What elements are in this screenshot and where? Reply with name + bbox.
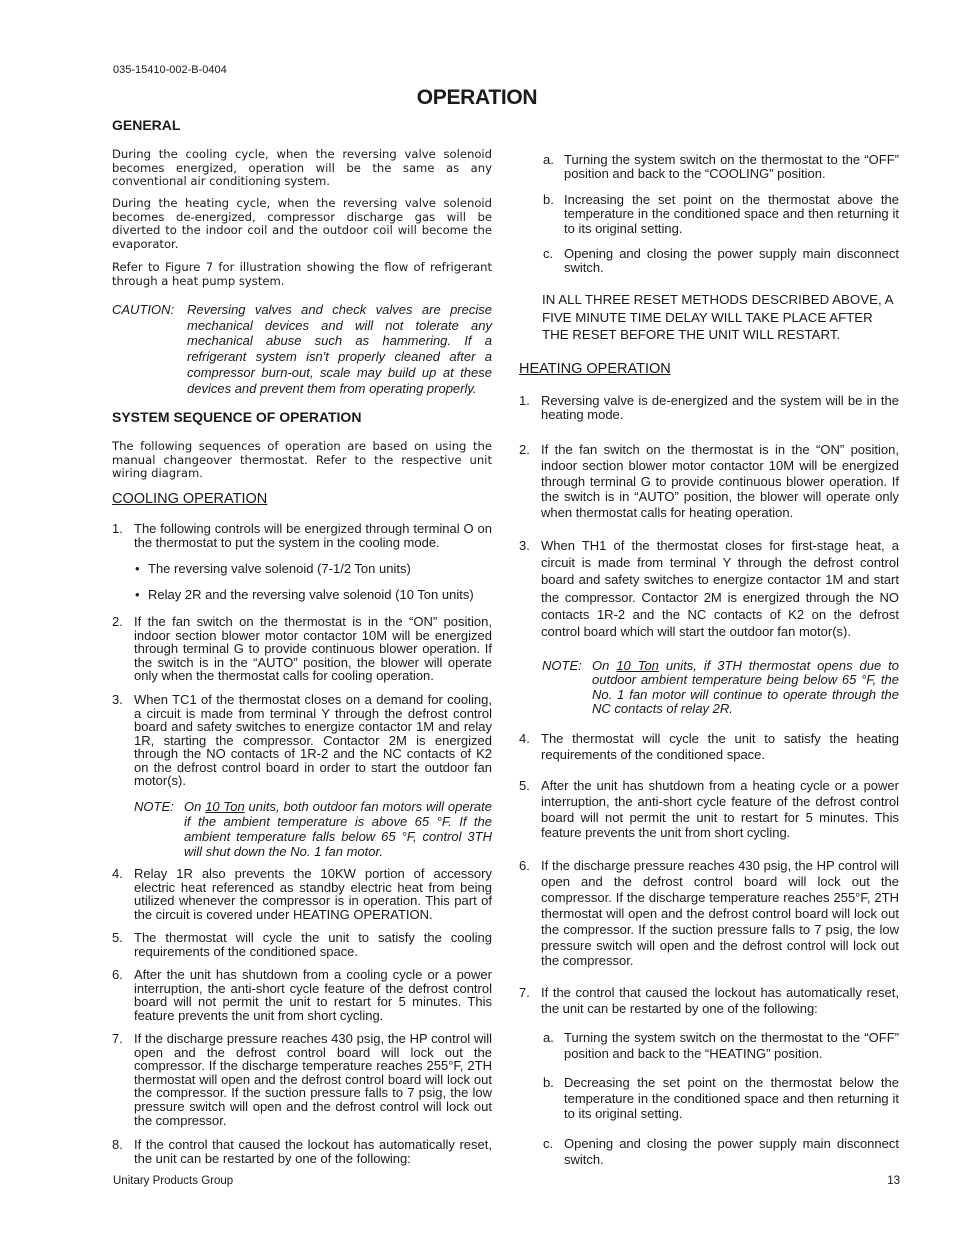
item-number: 1. (112, 521, 123, 536)
item-letter: a. (543, 1030, 554, 1045)
cooling-bullet-2 (112, 588, 492, 602)
item-number: 3. (112, 692, 123, 707)
heating-item-3 (519, 537, 899, 640)
cooling-reset-c (519, 247, 899, 276)
heating-item-5 (519, 778, 899, 841)
item-number: 5. (112, 930, 123, 945)
cooling-item-1 (112, 522, 492, 551)
item-number: 5. (519, 778, 530, 793)
page-number: 13 (887, 1175, 900, 1187)
item-number: 1. (519, 393, 530, 408)
item-text: Turning the system switch on the thermostat to the “OFF” position and back to the “COOLING” position. (564, 152, 899, 182)
item-letter: b. (543, 192, 554, 207)
item-number: 4. (112, 866, 123, 881)
footer-company: Unitary Products Group (113, 1175, 234, 1187)
bullet-icon: • (135, 587, 140, 602)
item-number: 8. (112, 1137, 123, 1152)
item-number: 2. (112, 614, 123, 629)
heating-note (519, 659, 899, 717)
general-paragraph-2: During the heating cycle, when the reversing valve solenoid becomes de-energized, compressor discharge gas will be diverted to the indoor coil and the outdoor coil will become the evaporator. (112, 196, 492, 251)
doc-number: 035-15410-002-B-0404 (113, 64, 227, 76)
note-text-post: units, both outdoor fan motors will operate if the ambient temperature is above 65 °F. If the ambient temperature falls below 65 °F, control 3TH will shut down the No. 1 fan motor. (184, 799, 492, 859)
heating-reset-a (519, 1030, 899, 1061)
note-text-post: units, if 3TH thermostat opens due to outdoor ambient temperature being below 65 °F, the No. 1 fan motor will continue to operate through the NC contacts of relay 2R. (592, 658, 899, 717)
item-number: 6. (112, 967, 123, 982)
item-text: When TC1 of the thermostat closes on a demand for cooling, a circuit is made from terminal Y through the defrost control board and safety switches to energize contactor 1M and relay 1R, starting the compressor. Contactor 2M is energized through the NO contacts of 1R-2 and the NC contacts of K2 on the defrost control board in order to start the outdoor fan motor(s). (134, 692, 492, 788)
note-text-underline: 10 Ton (616, 658, 659, 673)
cooling-reset-b (519, 193, 899, 236)
heating-item-7 (519, 985, 899, 1016)
general-paragraph-1: During the cooling cycle, when the reversing valve solenoid becomes energized, operation will be the same as any conventional air conditioning system. (112, 147, 492, 189)
bullet-text: Relay 2R and the reversing valve solenoid (10 Ton units) (148, 587, 474, 602)
cooling-item-3 (112, 693, 492, 788)
cooling-item-4 (112, 867, 492, 921)
item-text: The thermostat will cycle the unit to satisfy the heating requirements of the conditioned space. (541, 731, 899, 762)
general-heading: GENERAL (112, 117, 181, 133)
item-text: After the unit has shutdown from a heating cycle or a power interruption, the anti-short cycle feature of the defrost control board will not permit the unit to restart for 5 minutes. This feature prevents the unit from short cycling. (541, 778, 899, 841)
cooling-item-7 (112, 1032, 492, 1127)
note-label: NOTE: (134, 799, 174, 814)
caution-block (112, 302, 492, 396)
note-text (592, 659, 899, 717)
item-text: If the discharge pressure reaches 430 psig, the HP control will open and the defrost control board will lock out the compressor. If the discharge temperature reaches 255°F, 2TH thermostat will open and the defrost control board will lock out the compressor. If the suction pressure falls to 7 psig, the low pressure switch will open and the defrost control will lock out the compressor. (541, 858, 899, 969)
item-number: 6. (519, 858, 530, 873)
item-text: Decreasing the set point on the thermostat below the temperature in the conditioned space and then returning it to its original setting. (564, 1075, 899, 1122)
general-paragraph-3: Refer to Figure 7 for illustration showing the flow of refrigerant through a heat pump system. (112, 260, 492, 288)
note-label: NOTE: (542, 658, 582, 673)
cooling-item-2 (112, 615, 492, 683)
item-text: Turning the system switch on the thermostat to the “OFF” position and back to the “HEATING” position. (564, 1030, 899, 1061)
item-text: Opening and closing the power supply main disconnect switch. (564, 1136, 899, 1167)
item-text: After the unit has shutdown from a cooling cycle or a power interruption, the anti-short cycle feature of the defrost control board will not permit the unit to restart for 5 minutes. This feature prevents the unit from short cycling. (134, 967, 492, 1023)
item-number: 3. (519, 538, 530, 553)
item-text: If the fan switch on the thermostat is in the “ON” position, indoor section blower motor contactor 10M will be energized through terminal G to provide continuous blower operation. If the switch is in “AUTO” position, the blower will operate only when thermostat calls for heating operation. (541, 442, 899, 521)
item-text: If the fan switch on the thermostat is in the “ON” position, indoor section blower motor contactor 10M will be energized through terminal G to provide continuous blower operation. If the switch is in the “AUTO” position, the blower will operate only when the thermostat calls for cooling operation. (134, 614, 492, 684)
cooling-bullet-1 (112, 562, 492, 576)
sequence-intro: The following sequences of operation are based on using the manual changeover thermostat. Refer to the respective unit wiring diagram. (112, 439, 492, 481)
item-letter: b. (543, 1075, 554, 1090)
item-text: When TH1 of the thermostat closes for first-stage heat, a circuit is made from terminal Y through the defrost control board and safety switches to energize contactor 1M and start the compressor. Contactor 2M is energized through the NO contacts 1R-2 and the NC contacts of K2 on the defrost control board which will start the outdoor fan motor(s). (541, 538, 899, 640)
heating-item-2 (519, 442, 899, 521)
cooling-item-6 (112, 968, 492, 1022)
item-text: The following controls will be energized through terminal O on the thermostat to put the system in the cooling mode. (134, 521, 492, 551)
cooling-operation-heading: COOLING OPERATION (112, 491, 268, 507)
item-number: 2. (519, 442, 530, 457)
item-text: Relay 1R also prevents the 10KW portion of accessory electric heat referenced as standby electric heat from being utilized whenever the compressor is in operation. This part of the circuit is covered under HEATING OPERATION. (134, 866, 492, 922)
bullet-icon: • (135, 561, 140, 576)
item-number: 4. (519, 731, 530, 746)
cooling-item-5 (112, 931, 492, 960)
cooling-reset-a (519, 153, 899, 182)
note-text-pre: On (184, 799, 206, 814)
item-letter: c. (543, 1136, 554, 1151)
caution-text: Reversing valves and check valves are precise mechanical devices and will not tolerate any mechanical abuse such as hammering. If a refrigerant system isn't properly cleaned after a compressor burn-out, scale may build up at these devices and prevent them from operating properly. (187, 302, 492, 396)
note-text-underline: 10 Ton (205, 799, 245, 814)
bullet-text: The reversing valve solenoid (7-1/2 Ton units) (148, 561, 411, 576)
note-text-pre: On (592, 658, 617, 673)
heating-item-6 (519, 858, 899, 969)
item-letter: a. (543, 152, 554, 167)
heating-reset-c (519, 1136, 899, 1167)
heating-operation-heading: HEATING OPERATION (519, 361, 671, 377)
item-text: If the control that caused the lockout has automatically reset, the unit can be restarted by one of the following: (541, 985, 899, 1016)
item-text: If the discharge pressure reaches 430 psig, the HP control will open and the defrost control board will lock out the compressor. If the discharge temperature reaches 255°F, 2TH thermostat will open and the defrost control board will lock out the compressor. If the suction pressure falls to 7 psig, the low pressure switch will open and the defrost control will lock out the compressor. (134, 1031, 492, 1128)
item-letter: c. (543, 246, 554, 261)
item-text: The thermostat will cycle the unit to satisfy the cooling requirements of the conditioned space. (134, 930, 492, 960)
heating-item-4 (519, 731, 899, 762)
item-text: If the control that caused the lockout has automatically reset, the unit can be restarted by one of the following: (134, 1137, 492, 1167)
note-text (184, 800, 492, 860)
cooling-item-8 (112, 1138, 492, 1167)
item-text: Opening and closing the power supply main disconnect switch. (564, 246, 899, 276)
sequence-heading: SYSTEM SEQUENCE OF OPERATION (112, 409, 362, 425)
item-text: Reversing valve is de-energized and the system will be in the heating mode. (541, 393, 899, 423)
page-title: OPERATION (416, 86, 538, 109)
cooling-note (112, 800, 492, 860)
item-number: 7. (112, 1031, 123, 1046)
reset-delay-notice: IN ALL THREE RESET METHODS DESCRIBED ABOVE, A FIVE MINUTE TIME DELAY WILL TAKE PLACE AFTER THE RESET BEFORE THE UNIT WILL RESTART. (542, 292, 893, 342)
item-text: Increasing the set point on the thermostat above the temperature in the conditioned space and then returning it to its original setting. (564, 192, 899, 236)
item-number: 7. (519, 985, 530, 1000)
heating-reset-b (519, 1075, 899, 1122)
caution-label: CAUTION: (112, 302, 175, 317)
heating-item-1 (519, 394, 899, 423)
